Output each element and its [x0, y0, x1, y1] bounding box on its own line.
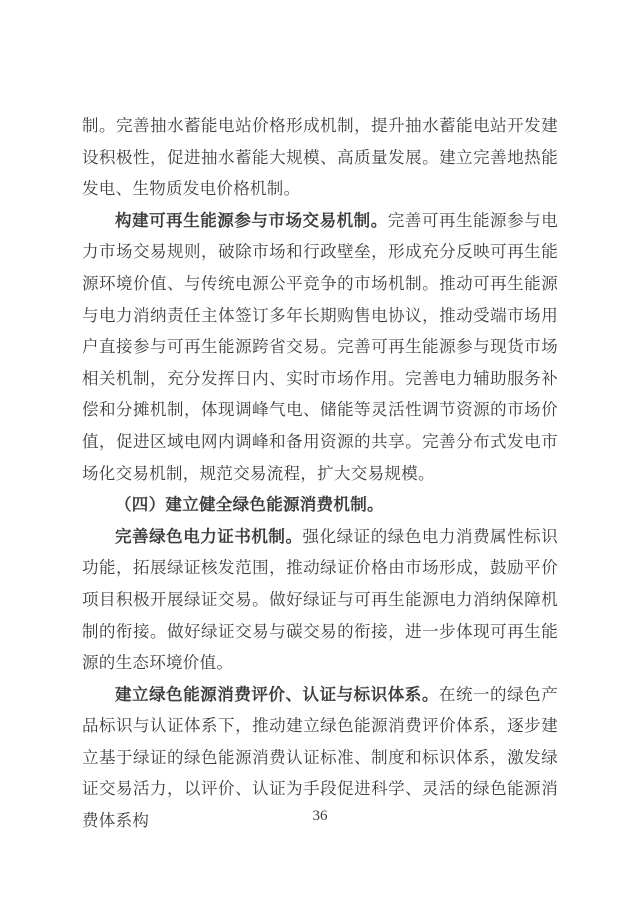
- paragraph-lead: 构建可再生能源参与市场交易机制。: [115, 210, 388, 230]
- paragraph-lead: 完善绿色电力证书机制。: [115, 526, 303, 546]
- paragraph-text: 强化绿证的绿色电力消费属性标识功能，拓展绿证核发范围，推动绿证价格由市场形成，鼓励平价项目积极开展绿证交易。做好绿证与可再生能源电力消纳保障机制的衔接。做好绿证交易与碳交易的衔接，进一步体现可再生能源的生态环境价值。: [82, 526, 558, 673]
- paragraph-continuation: [82, 110, 558, 205]
- paragraph-text: 制。完善抽水蓄能电站价格形成机制，提升抽水蓄能电站开发建设积极性，促进抽水蓄能大规模、高质量发展。建立完善地热能发电、生物质发电价格机制。: [82, 116, 558, 199]
- section-heading-four: [82, 489, 558, 521]
- paragraph-text: 在统一的绿色产品标识与认证体系下，推动建立绿色能源消费评价体系，逐步建立基于绿证的绿色能源消费认证标准、制度和标识体系，激发绿证交易活力，以评价、认证为手段促进科学、灵活的绿色能源消费体系构: [82, 684, 558, 831]
- paragraph-market-trading: [82, 205, 558, 489]
- paragraph-lead: 建立绿色能源消费评价、认证与标识体系。: [115, 684, 439, 704]
- section-heading-text: （四）建立健全绿色能源消费机制。: [115, 495, 384, 515]
- paragraph-green-certificate: [82, 521, 558, 679]
- paragraph-text: 完善可再生能源参与电力市场交易规则，破除市场和行政壁垒，形成充分反映可再生能源环境价值、与传统电源公平竞争的市场机制。推动可再生能源与电力消纳责任主体签订多年长期购售电协议，推动受端市场用户直接参与可再生能源跨省交易。完善可再生能源参与现货市场相关机制，充分发挥日内、实时市场作用。完善电力辅助服务补偿和分摊机制，体现调峰气电、储能等灵活性调节资源的市场价值，促进区域电网内调峰和备用资源的共享。完善分布式发电市场化交易机制，规范交易流程，扩大交易规模。: [82, 210, 558, 483]
- page-number: 36: [312, 808, 328, 824]
- page-content: [82, 110, 558, 837]
